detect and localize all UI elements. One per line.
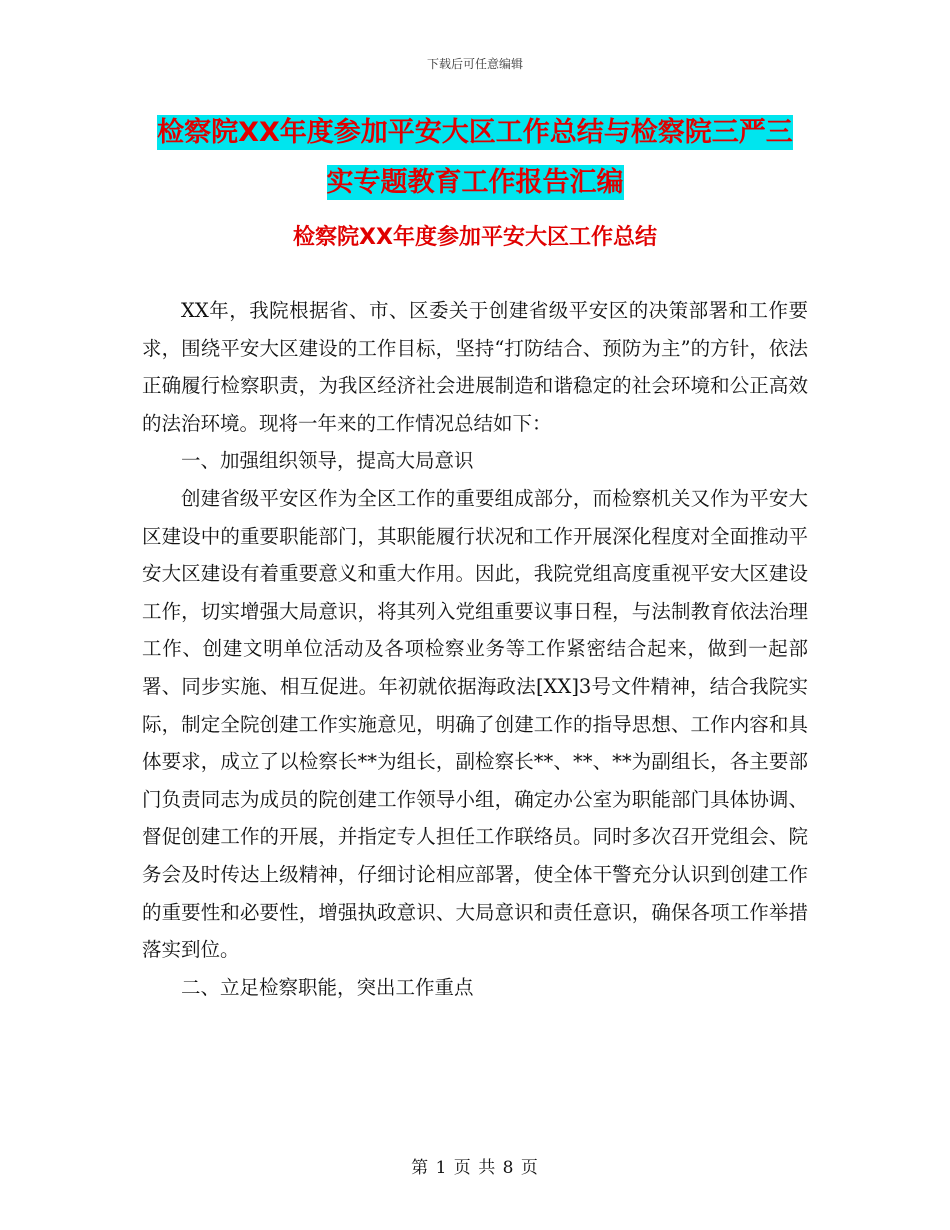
heading-2: 二、立足检察职能，突出工作重点 — [181, 975, 474, 999]
title-line-1: 检察院XX年度参加平安大区工作总结与检察院三严三 — [157, 117, 793, 148]
document-title — [0, 108, 950, 208]
header-note: 下载后可任意编辑 — [426, 57, 523, 71]
paragraph-intro: XX年，我院根据省、市、区委关于创建省级平安区的决策部署和工作要求，围绕平安大区建设的工作目标，坚持“打防结合、预防为主”的方针，依法正确履行检察职责，为我区经济社会进展制造和谐稳定的社会环境和公正高效的法治环境。现将一年来的工作情况总结如下： — [142, 299, 808, 435]
heading-1: 一、加强组织领导，提高大局意识 — [181, 449, 474, 473]
page-footer: 第 1 页 共 8 页 — [411, 1158, 539, 1178]
section-title: 检察院XX年度参加平安大区工作总结 — [293, 225, 657, 250]
title-line-2: 实专题教育工作报告汇编 — [326, 167, 624, 198]
paragraph-1: 创建省级平安区作为全区工作的重要组成部分，而检察机关又作为平安大区建设中的重要职能部门，其职能履行状况和工作开展深化程度对全面推动平安大区建设有着重要意义和重大作用。因此，我院党组高度重视平安大区建设工作，切实增强大局意识，将其列入党组重要议事日程，与法制教育依法治理工作、创建文明单位活动及各项检察业务等工作紧密结合起来，做到一起部署、同步实施、相互促进。年初就依据海政法[XX]3号文件精神，结合我院实际，制定全院创建工作实施意见，明确了创建工作的指导思想、工作内容和具体要求，成立了以检察长**为组长，副检察长**、**、**为副组长，各主要部门负责同志为成员的院创建工作领导小组，确定办公室为职能部门具体协调、督促创建工作的开展，并指定专人担任工作联络员。同时多次召开党组会、院务会及时传达上级精神，仔细讨论相应部署，使全体干警充分认识到创建工作的重要性和必要性，增强执政意识、大局意识和责任意识，确保各项工作举措落实到位。 — [142, 486, 808, 962]
body-text — [142, 292, 808, 1006]
